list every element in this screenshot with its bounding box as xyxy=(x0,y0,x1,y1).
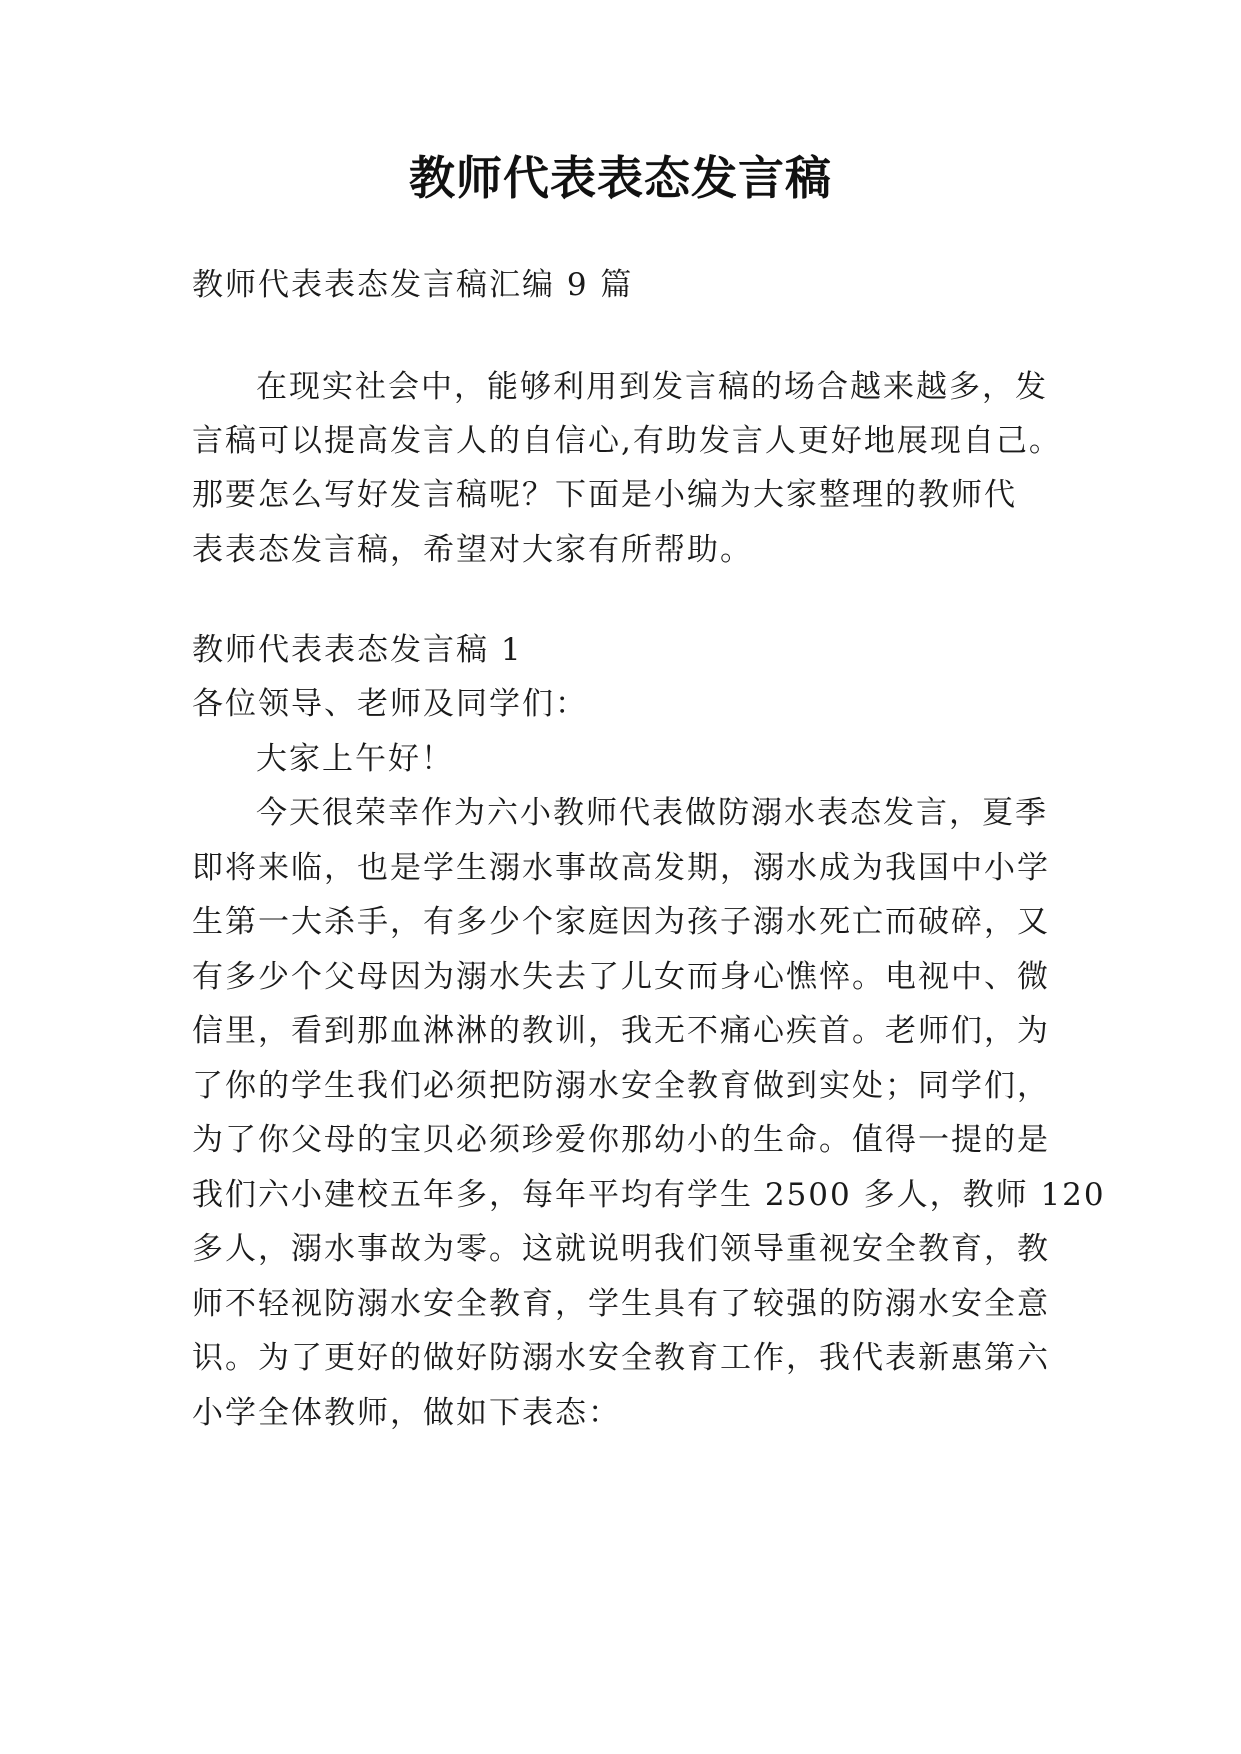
document-title: 教师代表表态发言稿 xyxy=(409,151,832,205)
body-line: 识。为了更好的做好防溺水安全教育工作，我代表新惠第六 xyxy=(192,1340,1050,1376)
body-line: 了你的学生我们必须把防溺水安全教育做到实处；同学们， xyxy=(192,1068,1050,1104)
intro-line: 言稿可以提高发言人的自信心,有助发言人更好地展现自己。 xyxy=(192,423,1062,459)
body-line: 今天很荣幸作为六小教师代表做防溺水表态发言，夏季 xyxy=(256,795,1048,831)
greeting: 大家上午好！ xyxy=(256,741,454,777)
body-line: 多人，溺水事故为零。这就说明我们领导重视安全教育，教 xyxy=(192,1231,1050,1267)
intro-line: 在现实社会中，能够利用到发言稿的场合越来越多，发 xyxy=(256,369,1048,405)
intro-line: 那要怎么写好发言稿呢？下面是小编为大家整理的教师代 xyxy=(192,477,1017,513)
intro-line: 表表态发言稿，希望对大家有所帮助。 xyxy=(192,532,753,568)
body-line: 为了你父母的宝贝必须珍爱你那幼小的生命。值得一提的是 xyxy=(192,1122,1050,1158)
body-line: 师不轻视防溺水安全教育，学生具有了较强的防溺水安全意 xyxy=(192,1286,1050,1322)
body-line: 小学全体教师，做如下表态： xyxy=(192,1395,621,1431)
body-line: 有多少个父母因为溺水失去了儿女而身心憔悴。电视中、微 xyxy=(192,959,1050,995)
section-heading: 教师代表表态发言稿 1 xyxy=(192,632,523,668)
salutation: 各位领导、老师及同学们： xyxy=(192,686,588,722)
body-line: 我们六小建校五年多，每年平均有学生 2500 多人，教师 120 xyxy=(192,1177,1106,1213)
body-line: 生第一大杀手，有多少个家庭因为孩子溺水死亡而破碎，又 xyxy=(192,904,1050,940)
document-subtitle: 教师代表表态发言稿汇编 9 篇 xyxy=(192,267,634,303)
body-line: 即将来临，也是学生溺水事故高发期，溺水成为我国中小学 xyxy=(192,850,1050,886)
body-line: 信里，看到那血淋淋的教训，我无不痛心疾首。老师们，为 xyxy=(192,1013,1050,1049)
